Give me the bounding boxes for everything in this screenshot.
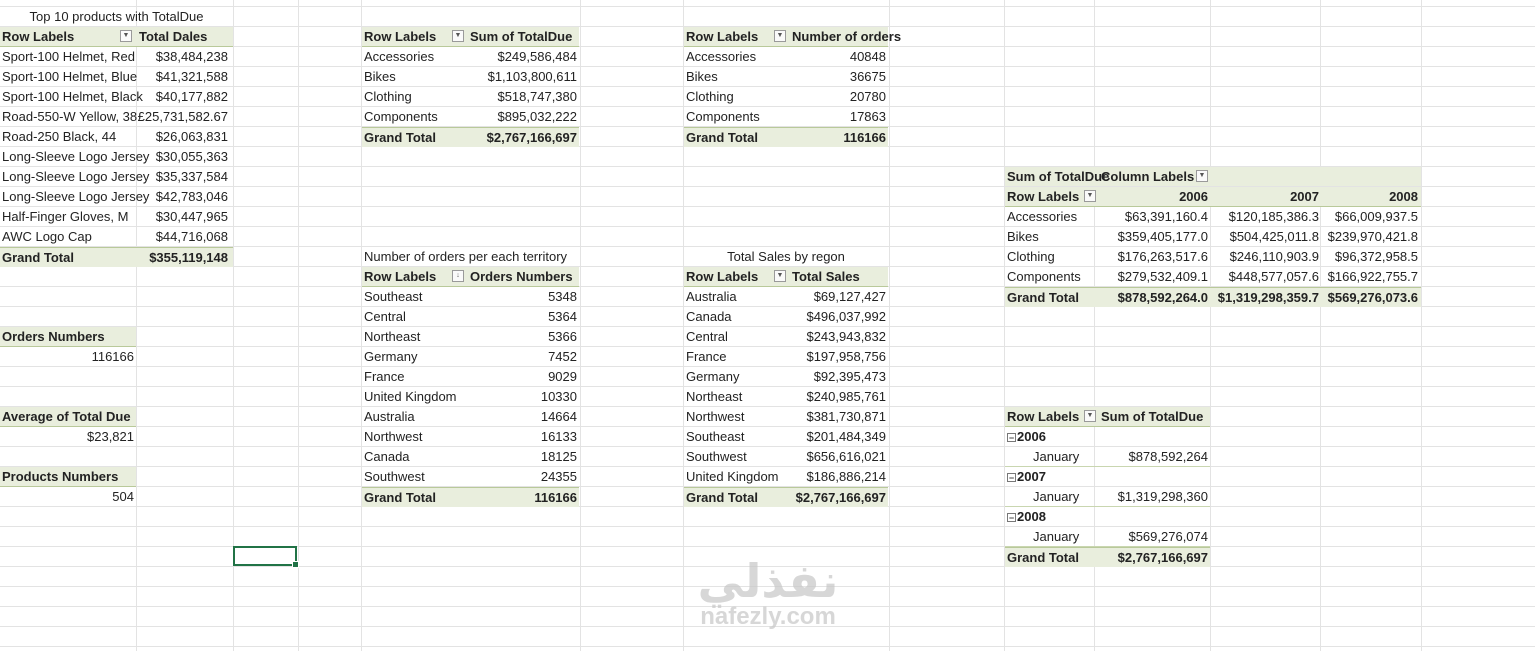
watermark-latin: nafezly.com	[700, 603, 836, 630]
kpi-products-label: Products Numbers	[2, 469, 119, 484]
year-pivot-year-header	[1005, 187, 1421, 207]
table-row	[684, 387, 888, 406]
dropdown-arrow-icon[interactable]: ▼	[452, 30, 464, 42]
top10-header-row	[0, 27, 233, 47]
top10-title: Top 10 products with TotalDue	[29, 9, 204, 24]
year-text: 2008	[1017, 509, 1046, 524]
month-value: $1,319,298,360	[1117, 489, 1208, 504]
row-label: Northeast	[686, 389, 743, 404]
table-row	[362, 327, 579, 346]
grand-total-value: $355,119,148	[149, 250, 228, 265]
table-row	[0, 67, 233, 86]
grand-total-label: Grand Total	[1007, 550, 1079, 565]
row-value: $30,055,363	[155, 149, 228, 164]
row-label: Clothing	[1007, 249, 1055, 264]
row-label: AWC Logo Cap	[2, 229, 92, 244]
kpi-orders-row	[0, 347, 136, 366]
row-value: 36675	[849, 69, 886, 84]
orders-by-category-header	[684, 27, 902, 47]
row-label: Road-250 Black, 44	[2, 129, 117, 144]
table-row	[362, 347, 579, 366]
table-row	[684, 407, 888, 426]
row-labels-header: Row Labels	[364, 29, 437, 44]
collapse-icon[interactable]: −	[1008, 513, 1015, 524]
table-row	[362, 287, 579, 306]
row-labels-header: Row Labels	[686, 269, 759, 284]
month-row	[1005, 447, 1210, 467]
month-row	[1005, 527, 1210, 547]
row-value: $120,185,386.3	[1228, 209, 1319, 224]
table-row	[684, 87, 888, 106]
table-row	[684, 347, 888, 366]
sales-by-category-grand-total	[362, 127, 579, 147]
row-label: Canada	[686, 309, 732, 324]
row-label: Sport-100 Helmet, Black	[2, 89, 143, 104]
row-value: $26,063,831	[155, 129, 228, 144]
row-label: Components	[364, 109, 438, 124]
month-pivot-grand-total	[1005, 547, 1210, 567]
row-value: 24355	[540, 469, 577, 484]
grand-total-value: 116166	[843, 130, 886, 145]
table-row	[362, 307, 579, 326]
row-label: Components	[686, 109, 760, 124]
dropdown-arrow-icon[interactable]: ▼	[774, 30, 786, 42]
filter-sort-icon[interactable]: ▼	[120, 30, 132, 42]
row-value: $63,391,160.4	[1124, 209, 1208, 224]
table-row	[0, 87, 233, 106]
row-label: Road-550-W Yellow, 38	[2, 109, 138, 124]
filter-icon[interactable]: ▼	[1196, 170, 1208, 182]
orders-by-territory-title: Number of orders per each territory	[364, 249, 568, 264]
row-label: Southwest	[364, 469, 425, 484]
value-header: Number of orders	[792, 29, 902, 44]
orders-by-territory-grand-total	[362, 487, 579, 507]
row-label: Long-Sleeve Logo Jersey	[2, 169, 150, 184]
row-label: Sport-100 Helmet, Blue	[2, 69, 138, 84]
row-value: 9029	[548, 369, 577, 384]
year-2008-header: 2008	[1389, 189, 1418, 204]
table-row	[684, 107, 888, 126]
table-row	[362, 447, 579, 466]
grand-total-2008: $569,276,073.6	[1327, 290, 1418, 305]
fill-handle[interactable]	[292, 561, 299, 568]
filter-icon[interactable]: ▼	[1084, 410, 1096, 422]
row-label: Accessories	[1007, 209, 1078, 224]
row-label: Bikes	[364, 69, 396, 84]
selected-cell[interactable]	[233, 546, 297, 566]
value-header: Sum of TotalDue	[470, 29, 573, 44]
row-gridline	[0, 546, 1535, 547]
year-pivot-top-header	[1005, 167, 1421, 186]
table-row	[0, 227, 233, 246]
row-label: Northwest	[686, 409, 745, 424]
row-label: Components	[1007, 269, 1081, 284]
row-value: $279,532,409.1	[1117, 269, 1208, 284]
row-value: 10330	[540, 389, 577, 404]
row-value: $66,009,937.5	[1334, 209, 1418, 224]
grand-total-value: 116166	[534, 490, 577, 505]
row-value: 7452	[548, 349, 577, 364]
table-row	[1005, 227, 1421, 246]
dropdown-arrow-icon[interactable]: ▼	[774, 270, 786, 282]
row-label: Northwest	[364, 429, 423, 444]
table-row	[0, 107, 233, 126]
month-value: $878,592,264	[1128, 449, 1208, 464]
month-label: January	[1033, 449, 1080, 464]
row-value: 17863	[849, 109, 886, 124]
table-row	[684, 427, 888, 446]
collapse-icon[interactable]: −	[1008, 473, 1015, 484]
row-value: $895,032,222	[497, 109, 577, 124]
kpi-orders-label: Orders Numbers	[2, 329, 105, 344]
year-2006-header: 2006	[1179, 189, 1208, 204]
row-label: Clothing	[686, 89, 734, 104]
row-value: 40848	[849, 49, 886, 64]
table-row	[1005, 267, 1421, 286]
kpi-products-header	[0, 467, 136, 487]
row-value: $518,747,380	[497, 89, 577, 104]
month-pivot-header	[1005, 407, 1210, 427]
row-value: $448,577,057.6	[1228, 269, 1319, 284]
row-labels-header: Row Labels	[364, 269, 437, 284]
year-pivot-grand-total	[1005, 287, 1421, 307]
table-row	[362, 47, 579, 66]
kpi-products-value: 504	[112, 489, 134, 504]
row-value: 5366	[548, 329, 577, 344]
orders-by-territory-header	[362, 267, 579, 287]
month-label: January	[1033, 529, 1080, 544]
year-group-row	[1005, 467, 1210, 486]
grand-total-label: Grand Total	[2, 250, 74, 265]
row-value: $197,958,756	[806, 349, 886, 364]
row-value: $1,103,800,611	[487, 69, 577, 84]
row-value: $201,484,349	[806, 429, 886, 444]
row-value: £25,731,582.67	[137, 109, 228, 124]
year-label[interactable]	[1007, 467, 1097, 486]
kpi-products-row	[0, 487, 136, 506]
grand-total-2006: $878,592,264.0	[1117, 290, 1208, 305]
top10-value-header: Total Dales	[139, 29, 208, 44]
row-label: Sport-100 Helmet, Red	[2, 49, 135, 64]
table-row	[1005, 247, 1421, 266]
row-label: Bikes	[686, 69, 718, 84]
row-value: $243,943,832	[806, 329, 886, 344]
row-label: Long-Sleeve Logo Jersey	[2, 149, 150, 164]
row-gridline	[0, 526, 1535, 527]
row-label: Germany	[686, 369, 740, 384]
grand-total-value: $2,767,166,697	[486, 130, 577, 145]
row-label: Canada	[364, 449, 410, 464]
row-value: $40,177,882	[155, 89, 228, 104]
table-row	[0, 187, 233, 206]
row-value: $381,730,871	[806, 409, 886, 424]
row-label: United Kingdom	[686, 469, 779, 484]
table-row	[362, 367, 579, 386]
row-value: $166,922,755.7	[1327, 269, 1418, 284]
table-row	[362, 427, 579, 446]
table-row	[1005, 207, 1421, 226]
row-labels-header: Row Labels	[686, 29, 759, 44]
year-text: 2006	[1017, 429, 1046, 444]
year-label[interactable]	[1007, 427, 1097, 446]
row-label: Accessories	[686, 49, 757, 64]
table-row	[362, 407, 579, 426]
table-row	[684, 367, 888, 386]
row-label: Southwest	[686, 449, 747, 464]
row-label: Central	[364, 309, 406, 324]
row-value: 5348	[548, 289, 577, 304]
row-value: $42,783,046	[155, 189, 228, 204]
table-row	[684, 287, 888, 306]
row-value: $359,405,177.0	[1117, 229, 1208, 244]
row-label: Bikes	[1007, 229, 1039, 244]
row-label: France	[364, 369, 405, 384]
month-value: $569,276,074	[1128, 529, 1208, 544]
value-header: Total Sales	[792, 269, 860, 284]
table-row	[362, 387, 579, 406]
table-row	[684, 67, 888, 86]
sales-by-category-header	[362, 27, 579, 47]
column-labels-header: Column Labels	[1101, 169, 1195, 184]
kpi-average-header	[0, 407, 136, 427]
month-row	[1005, 487, 1210, 507]
grand-total-value: $2,767,166,697	[1117, 550, 1208, 565]
row-label: Central	[686, 329, 728, 344]
sales-by-region-title: Total Sales by regon	[727, 249, 845, 264]
row-label: Long-Sleeve Logo Jersey	[2, 189, 150, 204]
sales-by-region-grand-total	[684, 487, 888, 507]
year-label[interactable]	[1007, 507, 1097, 526]
table-row	[684, 467, 888, 486]
value-header: Orders Numbers	[470, 269, 573, 284]
row-value: $44,716,068	[155, 229, 228, 244]
grand-total-label: Grand Total	[686, 490, 758, 505]
kpi-average-row	[0, 427, 136, 446]
year-text: 2007	[1017, 469, 1046, 484]
dropdown-arrow-icon[interactable]: ▼	[1084, 190, 1096, 202]
top10-grand-total	[0, 247, 233, 267]
grand-total-2007: $1,319,298,359.7	[1217, 290, 1319, 305]
grand-total-value: $2,767,166,697	[795, 490, 886, 505]
row-label: Germany	[364, 349, 418, 364]
row-value: $176,263,517.6	[1117, 249, 1208, 264]
kpi-average-value: $23,821	[87, 429, 134, 444]
value-header: Sum of TotalDue	[1101, 409, 1204, 424]
grand-total-label: Grand Total	[686, 130, 758, 145]
row-label: France	[686, 349, 727, 364]
kpi-orders-value: 116166	[91, 349, 134, 364]
sales-by-region-header	[684, 267, 888, 287]
row-label: Southeast	[686, 429, 745, 444]
watermark	[648, 554, 888, 630]
table-row	[362, 87, 579, 106]
top10-row-labels-header: Row Labels	[2, 29, 75, 44]
grand-total-label: Grand Total	[364, 130, 436, 145]
row-value: 16133	[540, 429, 577, 444]
table-row	[684, 327, 888, 346]
row-value: $30,447,965	[155, 209, 228, 224]
row-value: $239,970,421.8	[1327, 229, 1418, 244]
row-value: $496,037,992	[806, 309, 886, 324]
row-labels-header: Row Labels	[1007, 189, 1080, 204]
row-value: $246,110,903.9	[1229, 249, 1319, 264]
table-row	[0, 167, 233, 186]
row-value: 5364	[548, 309, 577, 324]
table-row	[684, 307, 888, 326]
row-label: Accessories	[364, 49, 435, 64]
grand-total-label: Grand Total	[1007, 290, 1079, 305]
table-row	[684, 447, 888, 466]
row-value: $240,985,761	[806, 389, 886, 404]
table-row	[0, 147, 233, 166]
collapse-icon[interactable]: −	[1008, 433, 1015, 444]
watermark-arabic: نفذلي	[697, 554, 839, 608]
year-2007-header: 2007	[1290, 189, 1319, 204]
row-label: Australia	[364, 409, 415, 424]
row-label: Southeast	[364, 289, 423, 304]
row-labels-header: Row Labels	[1007, 409, 1080, 424]
row-label: Half-Finger Gloves, M	[2, 209, 129, 224]
sort-descending-icon[interactable]: ↓	[452, 270, 464, 282]
row-label: United Kingdom	[364, 389, 457, 404]
table-row	[0, 127, 233, 146]
row-value: $92,395,473	[813, 369, 886, 384]
row-value: $69,127,427	[813, 289, 886, 304]
row-label: Northeast	[364, 329, 421, 344]
table-row	[362, 467, 579, 486]
row-value: $504,425,011.8	[1229, 229, 1319, 244]
row-label: Australia	[686, 289, 737, 304]
month-label: January	[1033, 489, 1080, 504]
table-row	[0, 207, 233, 226]
row-value: 18125	[540, 449, 577, 464]
table-row	[362, 107, 579, 126]
row-value: $96,372,958.5	[1334, 249, 1418, 264]
table-row	[0, 47, 233, 66]
row-value: 20780	[849, 89, 886, 104]
row-gridline	[0, 646, 1535, 647]
row-value: $35,337,584	[155, 169, 228, 184]
year-pivot-corner: Sum of TotalDue	[1007, 169, 1110, 184]
row-value: 14664	[540, 409, 577, 424]
row-value: $249,586,484	[497, 49, 577, 64]
row-value: $656,616,021	[806, 449, 886, 464]
row-value: $41,321,588	[155, 69, 228, 84]
grand-total-label: Grand Total	[364, 490, 436, 505]
table-row	[362, 67, 579, 86]
year-group-row	[1005, 507, 1210, 526]
orders-by-category-grand-total	[684, 127, 888, 147]
kpi-average-label: Average of Total Due	[2, 409, 131, 424]
row-value: $186,886,214	[806, 469, 886, 484]
table-row	[684, 47, 888, 66]
year-group-row	[1005, 427, 1210, 446]
row-value: $38,484,238	[155, 49, 228, 64]
kpi-orders-header	[0, 327, 136, 347]
row-label: Clothing	[364, 89, 412, 104]
